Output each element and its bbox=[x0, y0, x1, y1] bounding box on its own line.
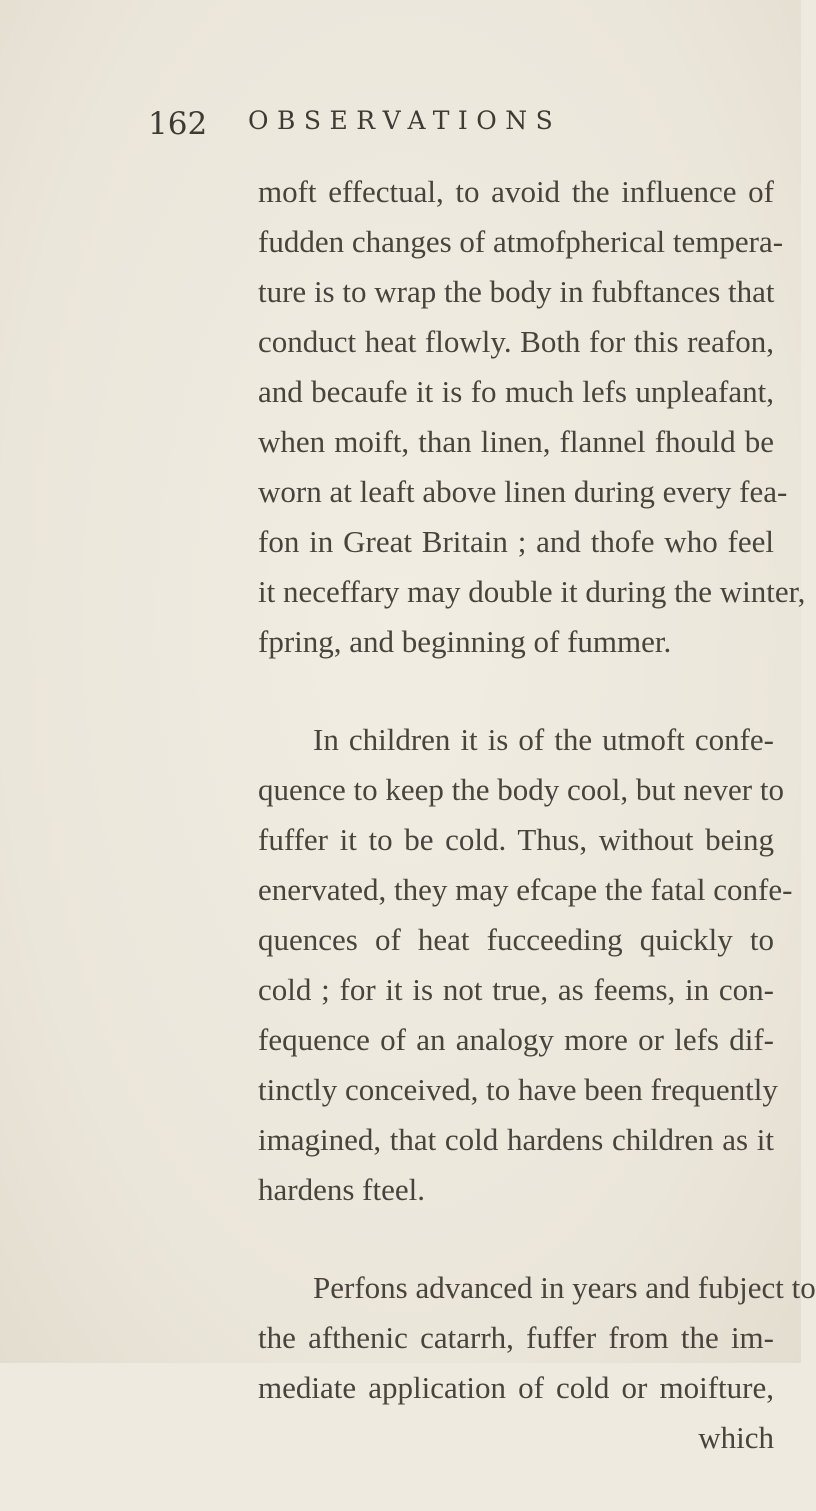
text-line: quence to keep the body cool, but never to bbox=[258, 772, 784, 807]
text-line: imagined, that cold hardens children as it bbox=[258, 1122, 774, 1157]
paragraph bbox=[258, 167, 806, 667]
text-line: and becaufe it is fo much lefs unpleafant, bbox=[258, 374, 774, 409]
text-line: when moift, than linen, flannel fhould be bbox=[258, 424, 774, 459]
text-line: quences of heat fucceeding quickly to bbox=[258, 922, 774, 957]
text-line: conduct heat flowly. Both for this reafon, bbox=[258, 324, 774, 359]
text-line: the afthenic catarrh, fuffer from the im- bbox=[258, 1320, 774, 1355]
text-line: In children it is of the utmoft confe- bbox=[313, 722, 774, 757]
running-title: OBSERVATIONS bbox=[248, 106, 562, 135]
paragraph bbox=[258, 715, 793, 1215]
text-line: cold ; for it is not true, as feems, in con- bbox=[258, 972, 774, 1007]
text-line: mediate application of cold or moifture, bbox=[258, 1370, 774, 1405]
text-line: enervated, they may efcape the fatal confe- bbox=[258, 872, 793, 907]
catchword: which bbox=[698, 1420, 774, 1455]
text-line: hardens fteel. bbox=[258, 1172, 425, 1207]
text-line: fpring, and beginning of fummer. bbox=[258, 624, 672, 659]
text-line: fequence of an analogy more or lefs dif- bbox=[258, 1022, 774, 1057]
text-line: moft effectual, to avoid the influence of bbox=[258, 174, 774, 209]
text-line: Perfons advanced in years and fubject to bbox=[313, 1270, 816, 1305]
page-header bbox=[148, 100, 708, 160]
page-number: 162 bbox=[148, 106, 208, 142]
text-line: worn at leaft above linen during every fea- bbox=[258, 474, 788, 509]
text-line: tinctly conceived, to have been frequently bbox=[258, 1072, 778, 1107]
body-text bbox=[258, 167, 816, 1511]
text-line: fuffer it to be cold. Thus, without being bbox=[258, 822, 774, 857]
text-line: it neceffary may double it during the winter, bbox=[258, 574, 806, 609]
text-line: fudden changes of atmofpherical tempera- bbox=[258, 224, 784, 259]
paragraph bbox=[258, 1263, 816, 1463]
text-line: ture is to wrap the body in fubftances that bbox=[258, 274, 775, 309]
text-line: fon in Great Britain ; and thofe who feel bbox=[258, 524, 774, 559]
